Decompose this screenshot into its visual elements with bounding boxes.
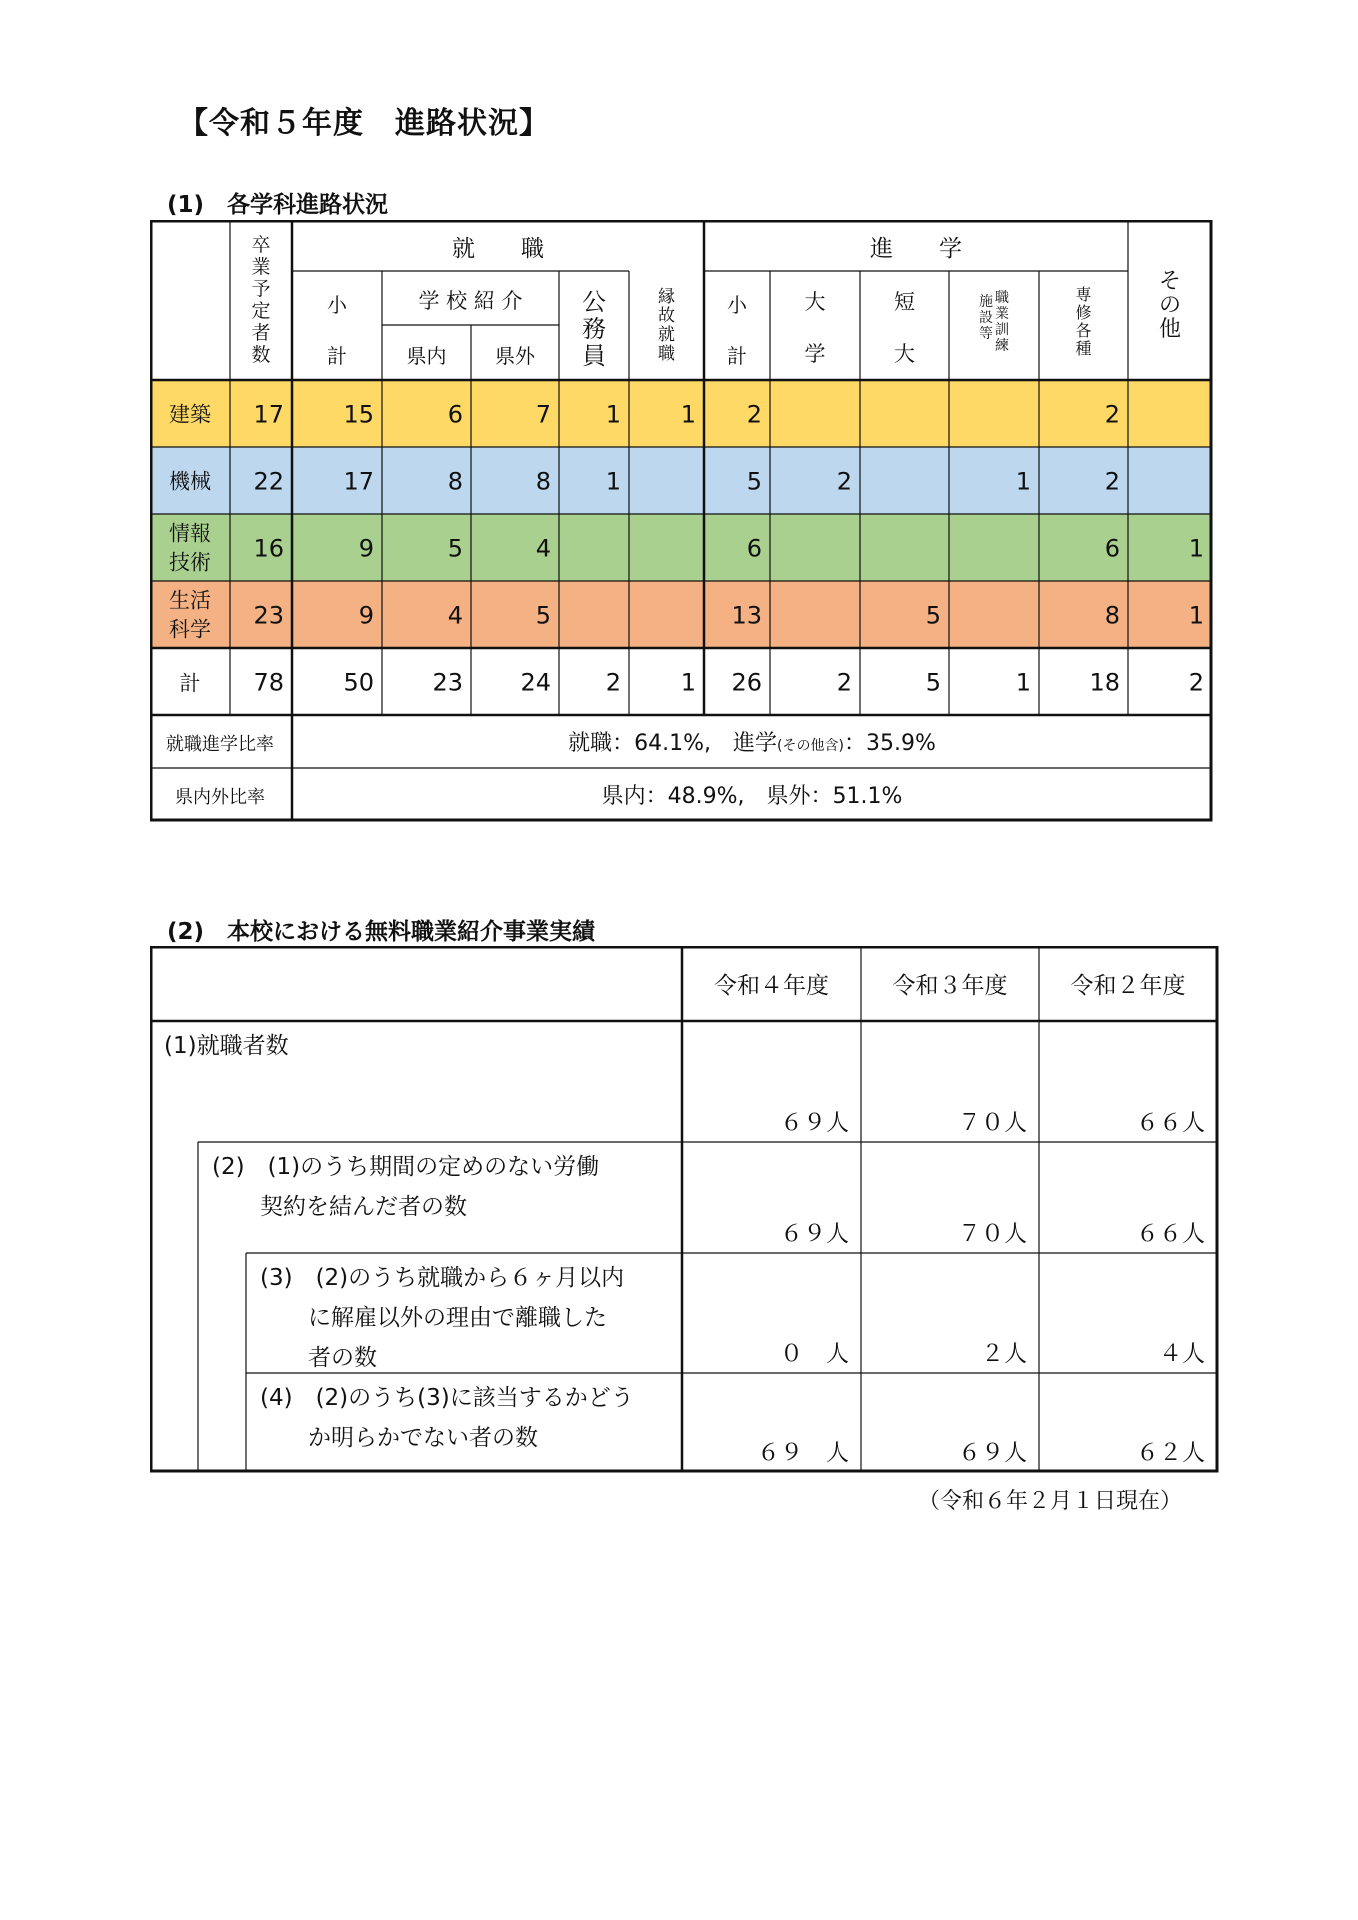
table-cell: 9 bbox=[358, 601, 374, 630]
total-cell: 5 bbox=[925, 668, 941, 697]
row-value: ２人 bbox=[981, 1341, 1027, 1367]
vocational-training-header: 練 bbox=[995, 338, 1009, 354]
school-intro-header: 学 校 紹 介 bbox=[418, 289, 523, 313]
row-band bbox=[150, 514, 1212, 581]
table-cell: 1 bbox=[1188, 601, 1204, 630]
graduates-header: 卒 bbox=[251, 234, 271, 256]
row-label: か明らかでない者の数 bbox=[308, 1425, 538, 1451]
row-value: ６９ 人 bbox=[757, 1440, 849, 1466]
connection-employment-header: 職 bbox=[658, 344, 675, 364]
total-cell: 26 bbox=[731, 668, 762, 697]
subtotal-header: 計 bbox=[727, 344, 747, 368]
table-cell: 16 bbox=[253, 534, 284, 563]
section-1-heading: (1) 各学科進路状況 bbox=[167, 192, 389, 218]
department-name: 技術 bbox=[169, 550, 211, 575]
table-cell: 4 bbox=[535, 534, 551, 563]
row-value: ０ 人 bbox=[780, 1341, 849, 1367]
table-cell: 4 bbox=[447, 601, 463, 630]
total-cell: 1 bbox=[1015, 668, 1031, 697]
row-value: ６６人 bbox=[1136, 1221, 1205, 1247]
table-cell: 5 bbox=[746, 467, 762, 496]
year-header: 令和２年度 bbox=[1070, 973, 1186, 999]
career-status-table bbox=[150, 220, 1214, 823]
row-label: (2) (1)のうち期間の定めのない労働 bbox=[212, 1154, 600, 1180]
connection-employment-header: 縁 bbox=[658, 287, 675, 307]
total-cell: 23 bbox=[432, 668, 463, 697]
table-cell: 17 bbox=[253, 400, 284, 429]
total-cell: 1 bbox=[680, 668, 696, 697]
table-cell: 6 bbox=[1104, 534, 1120, 563]
graduates-header: 者 bbox=[251, 322, 271, 344]
row-label: 者の数 bbox=[308, 1345, 377, 1371]
row-label: に解雇以外の理由で離職した bbox=[308, 1305, 607, 1331]
row-value: ４人 bbox=[1159, 1341, 1205, 1367]
department-name: 建築 bbox=[169, 402, 211, 427]
other-header: そ bbox=[1158, 269, 1182, 294]
in-prefecture-header: 県内 bbox=[406, 344, 447, 368]
table-cell: 6 bbox=[447, 400, 463, 429]
year-header: 令和３年度 bbox=[892, 973, 1008, 999]
university-header: 学 bbox=[804, 342, 826, 366]
row-value: ６９人 bbox=[780, 1110, 849, 1136]
table-cell: 2 bbox=[1104, 467, 1120, 496]
graduates-header: 定 bbox=[251, 300, 271, 322]
other-header: の bbox=[1158, 293, 1182, 318]
table-cell: 8 bbox=[535, 467, 551, 496]
row-value: ６２人 bbox=[1136, 1440, 1205, 1466]
row-value: ７０人 bbox=[958, 1110, 1027, 1136]
table-cell: 6 bbox=[746, 534, 762, 563]
university-header: 大 bbox=[804, 290, 826, 314]
job-placement-table bbox=[150, 946, 1220, 1473]
table-cell: 23 bbox=[253, 601, 284, 630]
vocational-training-header: 設 bbox=[979, 310, 993, 326]
row-band bbox=[150, 447, 1212, 514]
employment-ratio-label: 就職進学比率 bbox=[166, 734, 274, 755]
vocational-training-header: 施 bbox=[979, 294, 993, 310]
table-cell: 1 bbox=[605, 467, 621, 496]
graduates-header: 数 bbox=[251, 344, 271, 366]
table-cell: 22 bbox=[253, 467, 284, 496]
table-cell: 2 bbox=[746, 400, 762, 429]
page-title: 【令和５年度 進路状況】 bbox=[178, 106, 550, 141]
table-cell: 2 bbox=[1104, 400, 1120, 429]
table-cell: 17 bbox=[343, 467, 374, 496]
graduates-header: 予 bbox=[251, 278, 271, 300]
table-cell: 13 bbox=[731, 601, 762, 630]
total-cell: 2 bbox=[1188, 668, 1204, 697]
further-education-header: 進 学 bbox=[870, 236, 962, 262]
table-cell: 15 bbox=[343, 400, 374, 429]
table-cell: 8 bbox=[447, 467, 463, 496]
table-cell: 1 bbox=[1015, 467, 1031, 496]
table-cell: 5 bbox=[447, 534, 463, 563]
prefecture-ratio-label: 県内外比率 bbox=[175, 787, 265, 808]
public-servant-header: 公 bbox=[582, 288, 606, 316]
special-school-header: 種 bbox=[1075, 339, 1092, 358]
row-value: ７０人 bbox=[958, 1221, 1027, 1247]
connection-employment-header: 就 bbox=[658, 325, 675, 345]
special-school-header: 専 bbox=[1075, 285, 1092, 304]
vocational-training-header: 訓 bbox=[995, 322, 1009, 338]
year-header: 令和４年度 bbox=[714, 973, 829, 999]
total-cell: 78 bbox=[253, 668, 284, 697]
junior-college-header: 短 bbox=[894, 290, 915, 314]
subtotal-header: 小 bbox=[327, 293, 347, 317]
table-cell: 5 bbox=[535, 601, 551, 630]
table-cell: 1 bbox=[1188, 534, 1204, 563]
row-value: ６９人 bbox=[958, 1440, 1027, 1466]
public-servant-header: 務 bbox=[582, 315, 606, 343]
table-cell: 1 bbox=[680, 400, 696, 429]
total-cell: 18 bbox=[1089, 668, 1120, 697]
table-cell: 8 bbox=[1104, 601, 1120, 630]
subtotal-header: 計 bbox=[327, 344, 347, 368]
special-school-header: 各 bbox=[1075, 321, 1092, 340]
department-name: 生活 bbox=[169, 588, 211, 613]
date-note: （令和６年２月１日現在） bbox=[918, 1489, 1183, 1514]
vocational-training-header: 等 bbox=[979, 326, 993, 342]
junior-college-header: 大 bbox=[894, 342, 915, 366]
total-label: 計 bbox=[179, 671, 201, 696]
department-name: 情報 bbox=[169, 521, 211, 546]
department-name: 機械 bbox=[169, 469, 211, 494]
row-label: (1)就職者数 bbox=[164, 1033, 289, 1059]
total-cell: 2 bbox=[836, 668, 852, 697]
total-cell: 2 bbox=[605, 668, 621, 697]
prefecture-ratio-value: 県内：48.9%, 県外：51.1% bbox=[601, 784, 903, 809]
other-header: 他 bbox=[1158, 317, 1182, 342]
connection-employment-header: 故 bbox=[658, 306, 675, 326]
employment-ratio-value: 就職：64.1%, 進学(その他含)：35.9% bbox=[568, 731, 936, 756]
table-cell: 9 bbox=[358, 534, 374, 563]
vocational-training-header: 業 bbox=[995, 306, 1009, 322]
table-cell: 5 bbox=[925, 601, 941, 630]
employment-header: 就 職 bbox=[452, 236, 544, 262]
table-cell: 1 bbox=[605, 400, 621, 429]
row-value: ６６人 bbox=[1136, 1110, 1205, 1136]
special-school-header: 修 bbox=[1075, 303, 1092, 322]
table-cell: 2 bbox=[836, 467, 852, 496]
vocational-training-header: 職 bbox=[995, 290, 1009, 306]
row-band bbox=[150, 581, 1212, 648]
row-label: (4) (2)のうち(3)に該当するかどう bbox=[260, 1385, 634, 1411]
row-value: ６９人 bbox=[780, 1221, 849, 1247]
total-cell: 24 bbox=[520, 668, 551, 697]
public-servant-header: 員 bbox=[582, 342, 606, 370]
out-prefecture-header: 県外 bbox=[495, 344, 535, 368]
section-2-heading: (2) 本校における無料職業紹介事業実績 bbox=[167, 919, 596, 945]
total-cell: 50 bbox=[343, 668, 374, 697]
table-cell: 7 bbox=[535, 400, 551, 429]
graduates-header: 業 bbox=[251, 256, 271, 278]
subtotal-header: 小 bbox=[727, 293, 747, 317]
row-label: 契約を結んだ者の数 bbox=[260, 1194, 467, 1220]
department-name: 科学 bbox=[169, 617, 211, 642]
row-label: (3) (2)のうち就職から６ヶ月以内 bbox=[260, 1265, 625, 1291]
